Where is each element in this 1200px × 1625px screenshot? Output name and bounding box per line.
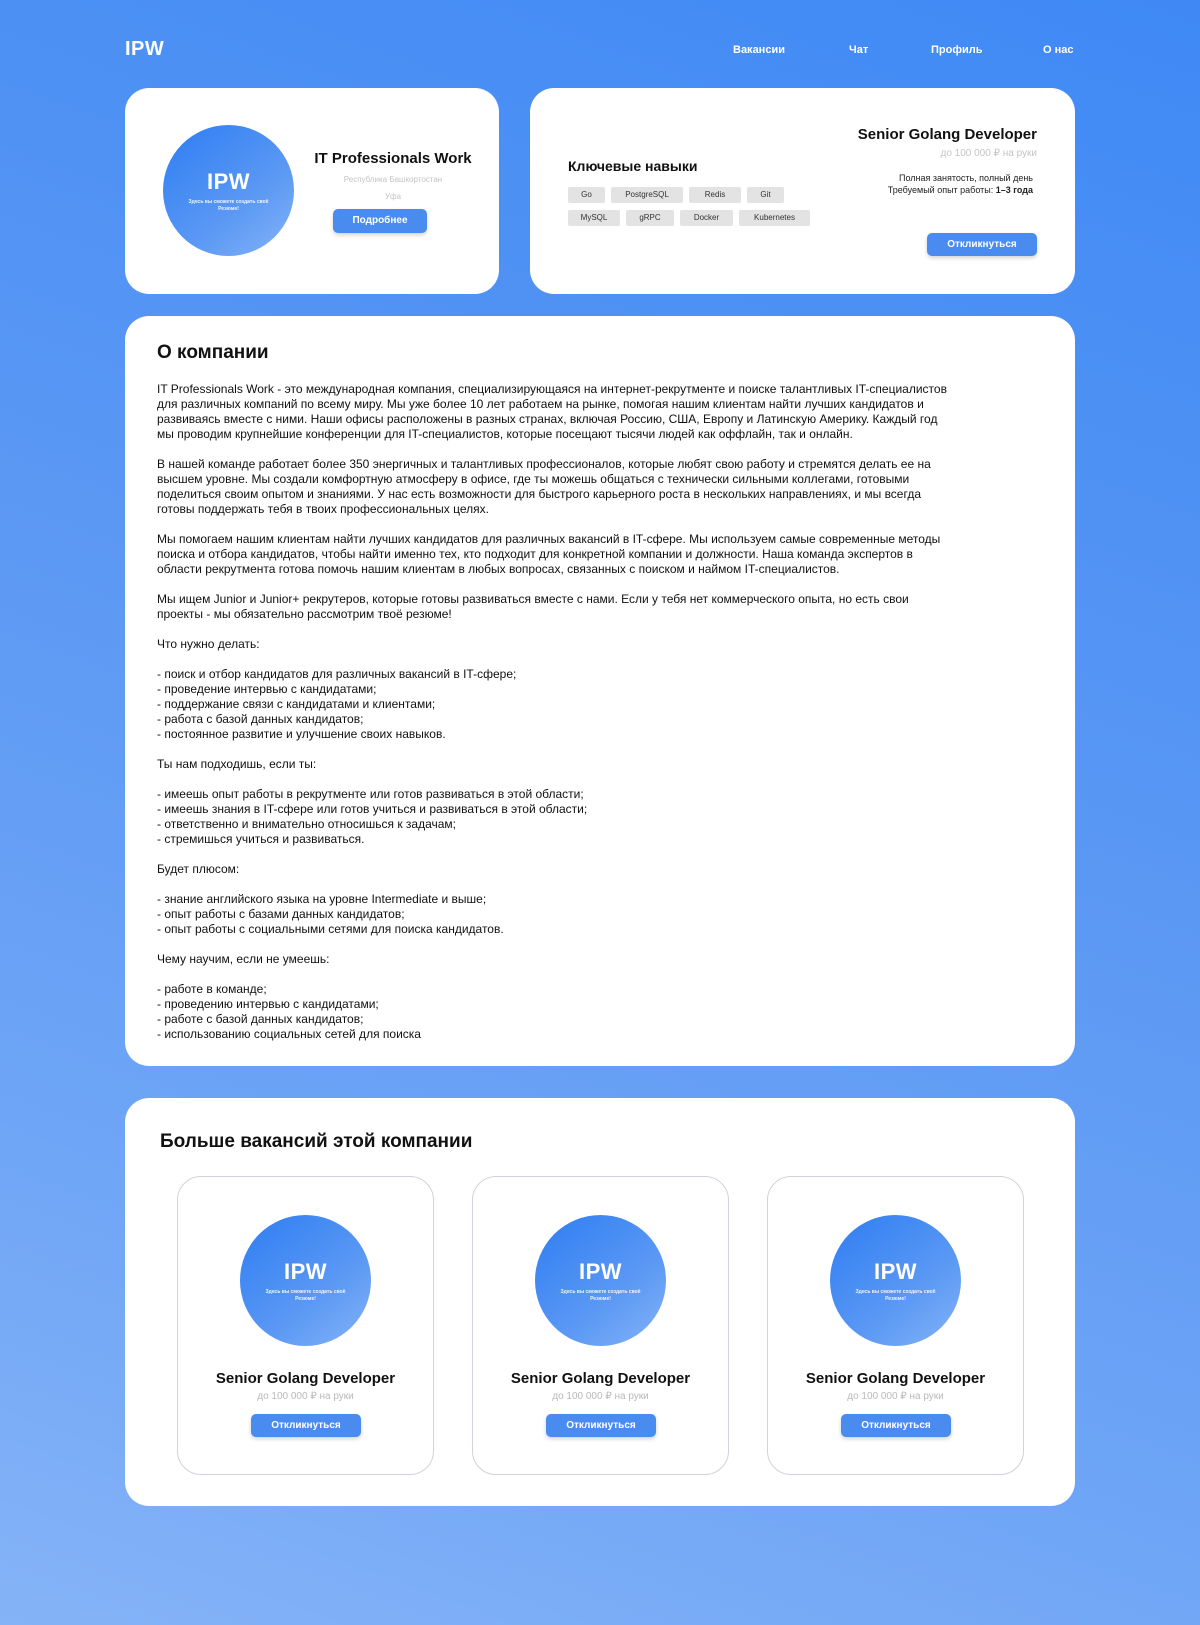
about-line: высшем уровне. Мы создали комфортную атмосферу в офисе, где ты можешь общаться с технически сильными коллегами, готовыми xyxy=(157,472,910,486)
about-line: поиска и отбора кандидатов, чтобы найти именно тех, кто подходит для конкретной компании и должности. Наша команда экспертов в xyxy=(157,547,913,561)
skill-chip: Kubernetes xyxy=(739,210,810,226)
about-line: В нашей команде работает более 350 энергичных и талантливых профессионалов, которые любят свою работу и стремятся делать ее на xyxy=(157,457,931,471)
company-city: Уфа xyxy=(384,192,402,201)
company-logo xyxy=(535,1215,666,1346)
experience-label: Требуемый опыт работы: xyxy=(887,185,994,195)
vacancy-salary: до 100 000 ₽ на руки xyxy=(847,1391,944,1402)
about-line: IT Professionals Work - это международная компания, специализирующаяся на интернет-рекрутменте и поиске талантливых IT-специалистов xyxy=(157,382,947,396)
vacancy-salary: до 100 000 ₽ на руки xyxy=(940,148,1037,159)
skill-chip: MySQL xyxy=(568,210,620,226)
nav-profile[interactable]: Профиль xyxy=(931,44,983,56)
site-logo[interactable]: IPW xyxy=(125,38,165,60)
about-line: проекты - мы обязательно рассмотрим твоё резюме! xyxy=(157,607,452,621)
paragraph-gap xyxy=(157,517,1057,532)
about-line: Будет плюсом: xyxy=(157,862,240,876)
about-line: - поиск и отбор кандидатов для различных вакансий в IT-сфере; xyxy=(157,667,517,681)
paragraph-gap xyxy=(157,742,1057,757)
apply-button[interactable]: Откликнуться xyxy=(251,1414,361,1437)
vacancy-title: Senior Golang Developer xyxy=(857,126,1037,143)
details-button[interactable]: Подробнее xyxy=(333,209,427,233)
logo-subtitle: Здесь вы сможете создать своё Резюме! xyxy=(560,1288,641,1302)
company-logo xyxy=(240,1215,371,1346)
experience-value: 1–3 года xyxy=(995,185,1033,195)
about-line: Мы помогаем нашим клиентам найти лучших кандидатов для различных вакансий в IT-сфере. Мы используем самые современные методы xyxy=(157,532,941,546)
about-line: - работа с базой данных кандидатов; xyxy=(157,712,364,726)
paragraph-gap xyxy=(157,877,1057,892)
employment-type: Полная занятость, полный день xyxy=(898,173,1033,183)
about-line: - стремишься учиться и развиваться. xyxy=(157,832,365,846)
skill-chip: gRPC xyxy=(626,210,674,226)
paragraph-gap xyxy=(157,847,1057,862)
about-line: Что нужно делать: xyxy=(157,637,260,651)
about-title: О компании xyxy=(157,342,269,363)
nav-chat[interactable]: Чат xyxy=(849,44,869,56)
logo-title: IPW xyxy=(206,168,251,194)
nav-vacancies[interactable]: Вакансии xyxy=(733,44,785,56)
paragraph-gap xyxy=(157,622,1057,637)
vacancy-title: Senior Golang Developer xyxy=(805,1370,986,1387)
vacancy-preview-card[interactable] xyxy=(472,1176,729,1475)
paragraph-gap xyxy=(157,577,1057,592)
more-vacancies-title: Больше вакансий этой компании xyxy=(160,1131,473,1152)
logo-title: IPW xyxy=(283,1258,328,1284)
skill-chip: Docker xyxy=(680,210,733,226)
paragraph-gap xyxy=(157,967,1057,982)
about-line: - постоянное развитие и улучшение своих навыков. xyxy=(157,727,446,741)
company-card xyxy=(125,88,499,294)
about-line: - опыт работы с социальными сетями для поиска кандидатов. xyxy=(157,922,504,936)
vacancy-title: Senior Golang Developer xyxy=(215,1370,396,1387)
apply-button[interactable]: Откликнуться xyxy=(546,1414,656,1437)
company-region: Республика Башкортостан xyxy=(343,175,443,184)
logo-title: IPW xyxy=(873,1258,918,1284)
logo-title: IPW xyxy=(578,1258,623,1284)
about-line: Чему научим, если не умеешь: xyxy=(157,952,330,966)
nav-about[interactable]: О нас xyxy=(1043,44,1074,56)
about-line: развиваясь вместе с ними. Наши офисы расположены в разных странах, включая Россию, США, Европу и Латинскую Америку. Каждый год xyxy=(157,412,938,426)
logo-subtitle: Здесь вы сможете создать своё Резюме! xyxy=(855,1288,936,1302)
about-line: - ответственно и внимательно относишься к задачам; xyxy=(157,817,457,831)
company-logo xyxy=(163,125,294,256)
about-line: готовы поддержать тебя в твоих профессиональных целях. xyxy=(157,502,489,516)
about-text xyxy=(157,382,1057,1042)
about-line: - работе в команде; xyxy=(157,982,267,996)
apply-button[interactable]: Откликнуться xyxy=(927,233,1037,256)
skill-chip: Git xyxy=(747,187,784,203)
main-nav xyxy=(0,44,1200,60)
about-line: Ты нам подходишь, если ты: xyxy=(157,757,317,771)
paragraph-gap xyxy=(157,937,1057,952)
paragraph-gap xyxy=(157,652,1057,667)
vacancy-card xyxy=(530,88,1075,294)
about-line: - имеешь знания в IT-сфере или готов учиться и развиваться в этой области; xyxy=(157,802,588,816)
about-line: - проведению интервью с кандидатами; xyxy=(157,997,379,1011)
about-line: поделиться своим опытом и знаниями. У нас есть возможности для быстрого карьерного роста в нескольких направлениях, и мы всегда xyxy=(157,487,921,501)
paragraph-gap xyxy=(157,772,1057,787)
paragraph-gap xyxy=(157,442,1057,457)
about-line: мы проводим крупнейшие конференции для IT-специалистов, которые посещают тысячи людей как оффлайн, так и онлайн. xyxy=(157,427,853,441)
about-line: Мы ищем Junior и Junior+ рекрутеров, которые готовы развиваться вместе с нами. Если у тебя нет коммерческого опыта, но есть свои xyxy=(157,592,909,606)
experience-info xyxy=(888,185,1033,195)
skills-title: Ключевые навыки xyxy=(568,158,698,174)
about-line: - знание английского языка на уровне Intermediate и выше; xyxy=(157,892,487,906)
skill-chip: Go xyxy=(568,187,605,203)
company-name: IT Professionals Work xyxy=(314,150,472,167)
about-line: - опыт работы с базами данных кандидатов; xyxy=(157,907,405,921)
vacancy-salary: до 100 000 ₽ на руки xyxy=(257,1391,354,1402)
about-line: - имеешь опыт работы в рекрутменте или готов развиваться в этой области; xyxy=(157,787,584,801)
about-line: - проведение интервью с кандидатами; xyxy=(157,682,377,696)
logo-subtitle: Здесь вы сможете создать своё Резюме! xyxy=(265,1288,346,1302)
skill-chip: Redis xyxy=(689,187,741,203)
vacancy-title: Senior Golang Developer xyxy=(510,1370,691,1387)
about-line: - поддержание связи с кандидатами и клиентами; xyxy=(157,697,436,711)
vacancy-salary: до 100 000 ₽ на руки xyxy=(552,1391,649,1402)
about-line: для различных компаний по всему миру. Мы уже более 10 лет работаем на рынке, помогая нашим клиентам найти лучших кандидатов и xyxy=(157,397,924,411)
vacancy-preview-card[interactable] xyxy=(767,1176,1024,1475)
company-logo xyxy=(830,1215,961,1346)
skill-chip: PostgreSQL xyxy=(611,187,683,203)
about-line: - использованию социальных сетей для поиска xyxy=(157,1027,421,1041)
about-line: области рекрутмента готова помочь нашим клиентам в любых вопросах, связанных с поиском и наймом IT-специалистов. xyxy=(157,562,840,576)
logo-subtitle: Здесь вы сможете создать своё Резюме! xyxy=(188,198,269,212)
apply-button[interactable]: Откликнуться xyxy=(841,1414,951,1437)
about-company-card xyxy=(125,316,1075,1066)
about-line: - работе с базой данных кандидатов; xyxy=(157,1012,364,1026)
vacancy-preview-card[interactable] xyxy=(177,1176,434,1475)
